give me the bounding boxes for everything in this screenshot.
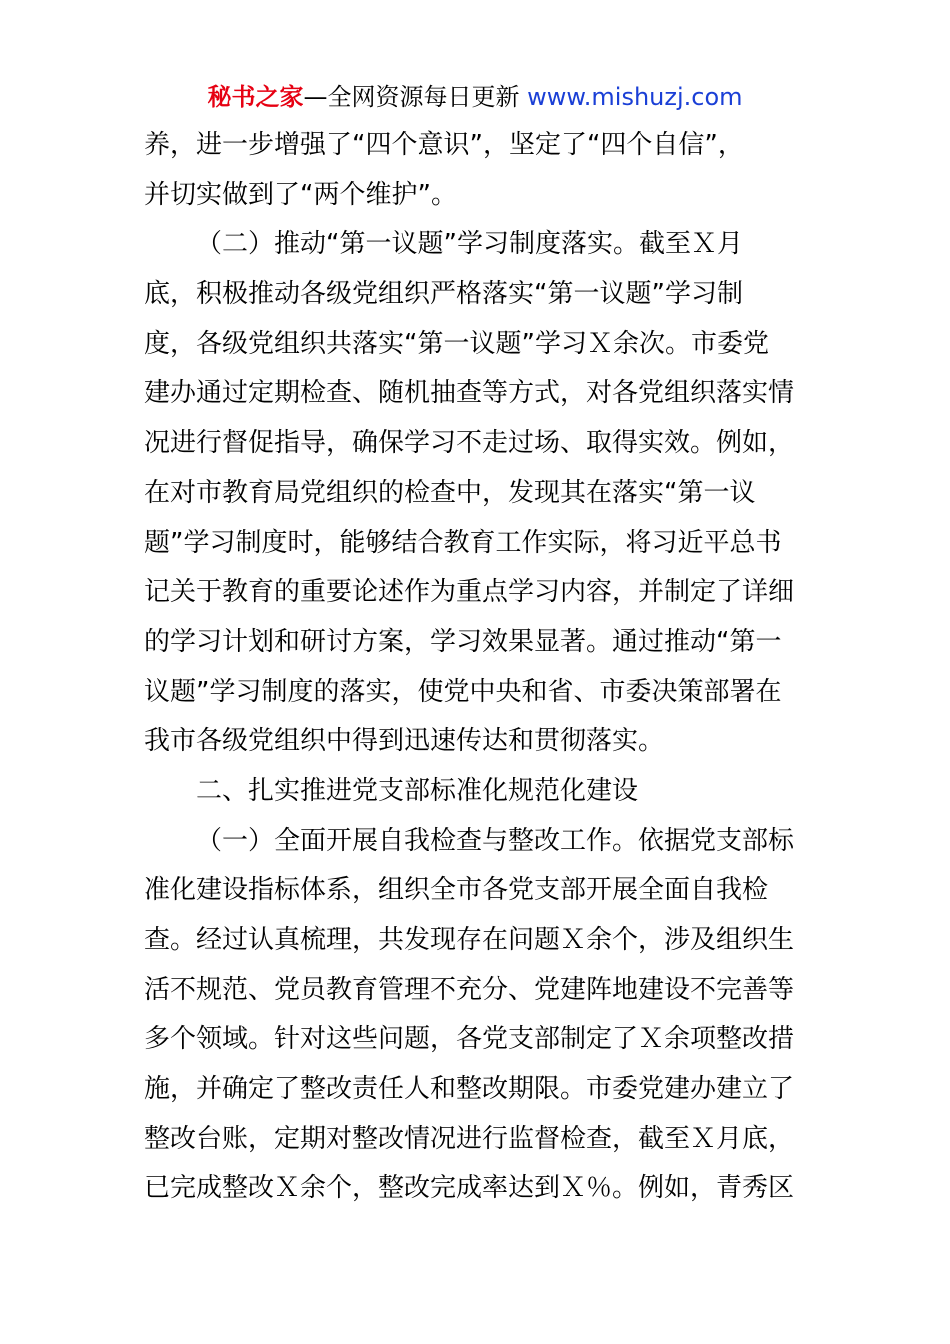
text-line: 活不规范、党员教育管理不充分、党建阵地建设不完善等: [144, 974, 795, 1005]
text-line: 底，积极推动各级党组织严格落实“第一议题”学习制: [144, 279, 743, 310]
site-url-link[interactable]: www.mishuzj.com: [527, 83, 743, 111]
text-line: 查。经过认真梳理，共发现存在问题Ｘ余个，涉及组织生: [144, 925, 795, 955]
text-line: 养，进一步增强了“四个意识”，坚定了“四个自信”，: [144, 130, 744, 160]
text-line: 多个领域。针对这些问题，各党支部制定了Ｘ余项整改措: [144, 1024, 795, 1055]
text-line: 况进行督促指导，确保学习不走过场、取得实效。例如，: [144, 428, 795, 459]
text-line: 准化建设指标体系，组织全市各党支部开展全面自我检: [144, 875, 769, 906]
text-line: 在对市教育局党组织的检查中，发现其在落实“第一议: [144, 477, 756, 508]
text-line: （一）全面开展自我检查与整改工作。依据党支部标: [196, 825, 795, 856]
site-header: [0, 80, 950, 114]
document-body: [144, 121, 814, 1214]
text-line: 的学习计划和研讨方案，学习效果显著。通过推动“第一: [144, 626, 782, 657]
text-line: 题”学习制度时，能够结合教育工作实际，将习近平总书: [144, 527, 782, 558]
text-line: 议题”学习制度的落实，使党中央和省、市委决策部署在: [144, 676, 782, 707]
text-line: （二）推动“第一议题”学习制度落实。截至Ｘ月: [196, 229, 743, 260]
text-line: 我市各级党组织中得到迅速传达和贯彻落实。: [144, 726, 665, 757]
text-line: 度，各级党组织共落实“第一议题”学习Ｘ余次。市委党: [144, 328, 769, 359]
text-line: 施，并确定了整改责任人和整改期限。市委党建办建立了: [144, 1074, 795, 1105]
text-line: 二、扎实推进党支部标准化规范化建设: [196, 775, 639, 806]
text-line: 建办通过定期检查、随机抽查等方式，对各党组织落实情: [144, 378, 795, 409]
text-line: 整改台账，定期对整改情况进行监督检查，截至Ｘ月底，: [144, 1123, 795, 1154]
header-tagline: —全网资源每日更新: [303, 83, 520, 111]
text-line: 记关于教育的重要论述作为重点学习内容，并制定了详细: [144, 577, 795, 608]
text-line: 已完成整改Ｘ余个，整改完成率达到Ｘ％。例如，青秀区: [144, 1173, 795, 1204]
text-line: 并切实做到了“两个维护”。: [144, 179, 457, 210]
brand-name: 秘书之家: [207, 83, 304, 111]
